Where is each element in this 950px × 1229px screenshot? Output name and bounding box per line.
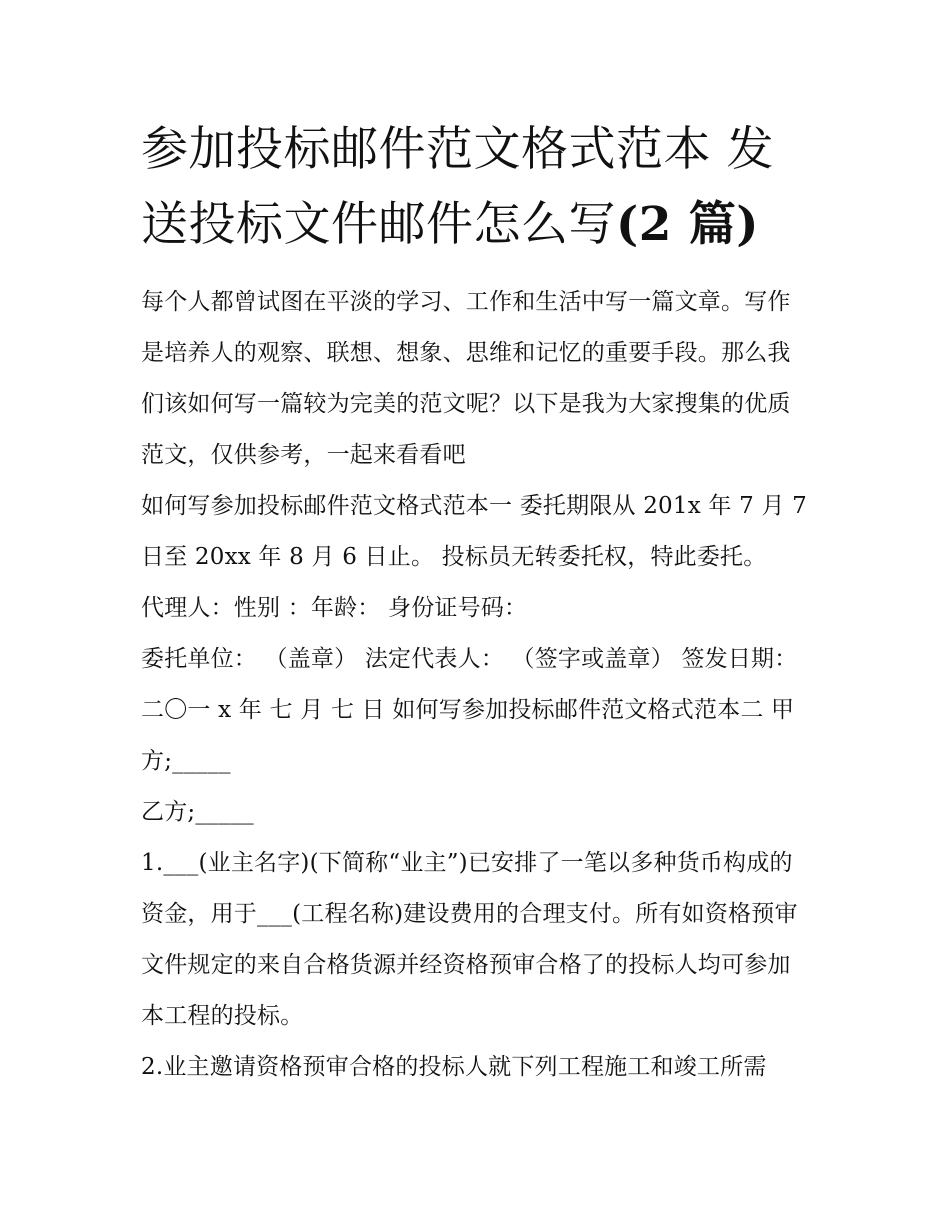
body-paragraph: 2.业主邀请资格预审合格的投标人就下列工程施工和竣工所需 xyxy=(141,1054,767,1080)
title-text: 参加投标邮件范文格式范本 发送投标文件邮件怎么写 xyxy=(141,122,774,252)
body-paragraph: 委托单位： （盖章） 法定代表人： （签字或盖章） 签发日期： 二〇一 x 年 七 月 七 日 如何写参加投标邮件范文格式范本二 甲方;_____ xyxy=(141,646,798,774)
document-title xyxy=(141,112,813,262)
body-paragraph: 如何写参加投标邮件范文格式范本一 委托期限从 201x 年 7 月 7 日至 20xx 年 8 月 6 日止。 投标员无转委托权，特此委托。 xyxy=(141,493,808,570)
body-paragraph: 代理人：性别 ：年龄： 身份证号码： xyxy=(141,595,528,621)
intro-paragraph: 每个人都曾试图在平淡的学习、工作和生活中写一篇文章。写作是培养人的观察、联想、想象、思维和记忆的重要手段。那么我们该如何写一篇较为完美的范文呢？以下是我为大家搜集的优质范文，仅供参考，一起来看看吧 xyxy=(141,289,791,468)
body-paragraph: 1.___(业主名字)(下简称“业主”)已安排了一笔以多种货币构成的资金，用于___(工程名称)建设费用的合理支付。所有如资格预审文件规定的来自合格货源并经资格预审合格了的投标人均可参加本工程的投标。 xyxy=(141,850,798,1029)
body-paragraph: 乙方;_____ xyxy=(141,799,254,825)
document-page xyxy=(141,112,813,1093)
title-count: (2 篇) xyxy=(616,197,760,252)
